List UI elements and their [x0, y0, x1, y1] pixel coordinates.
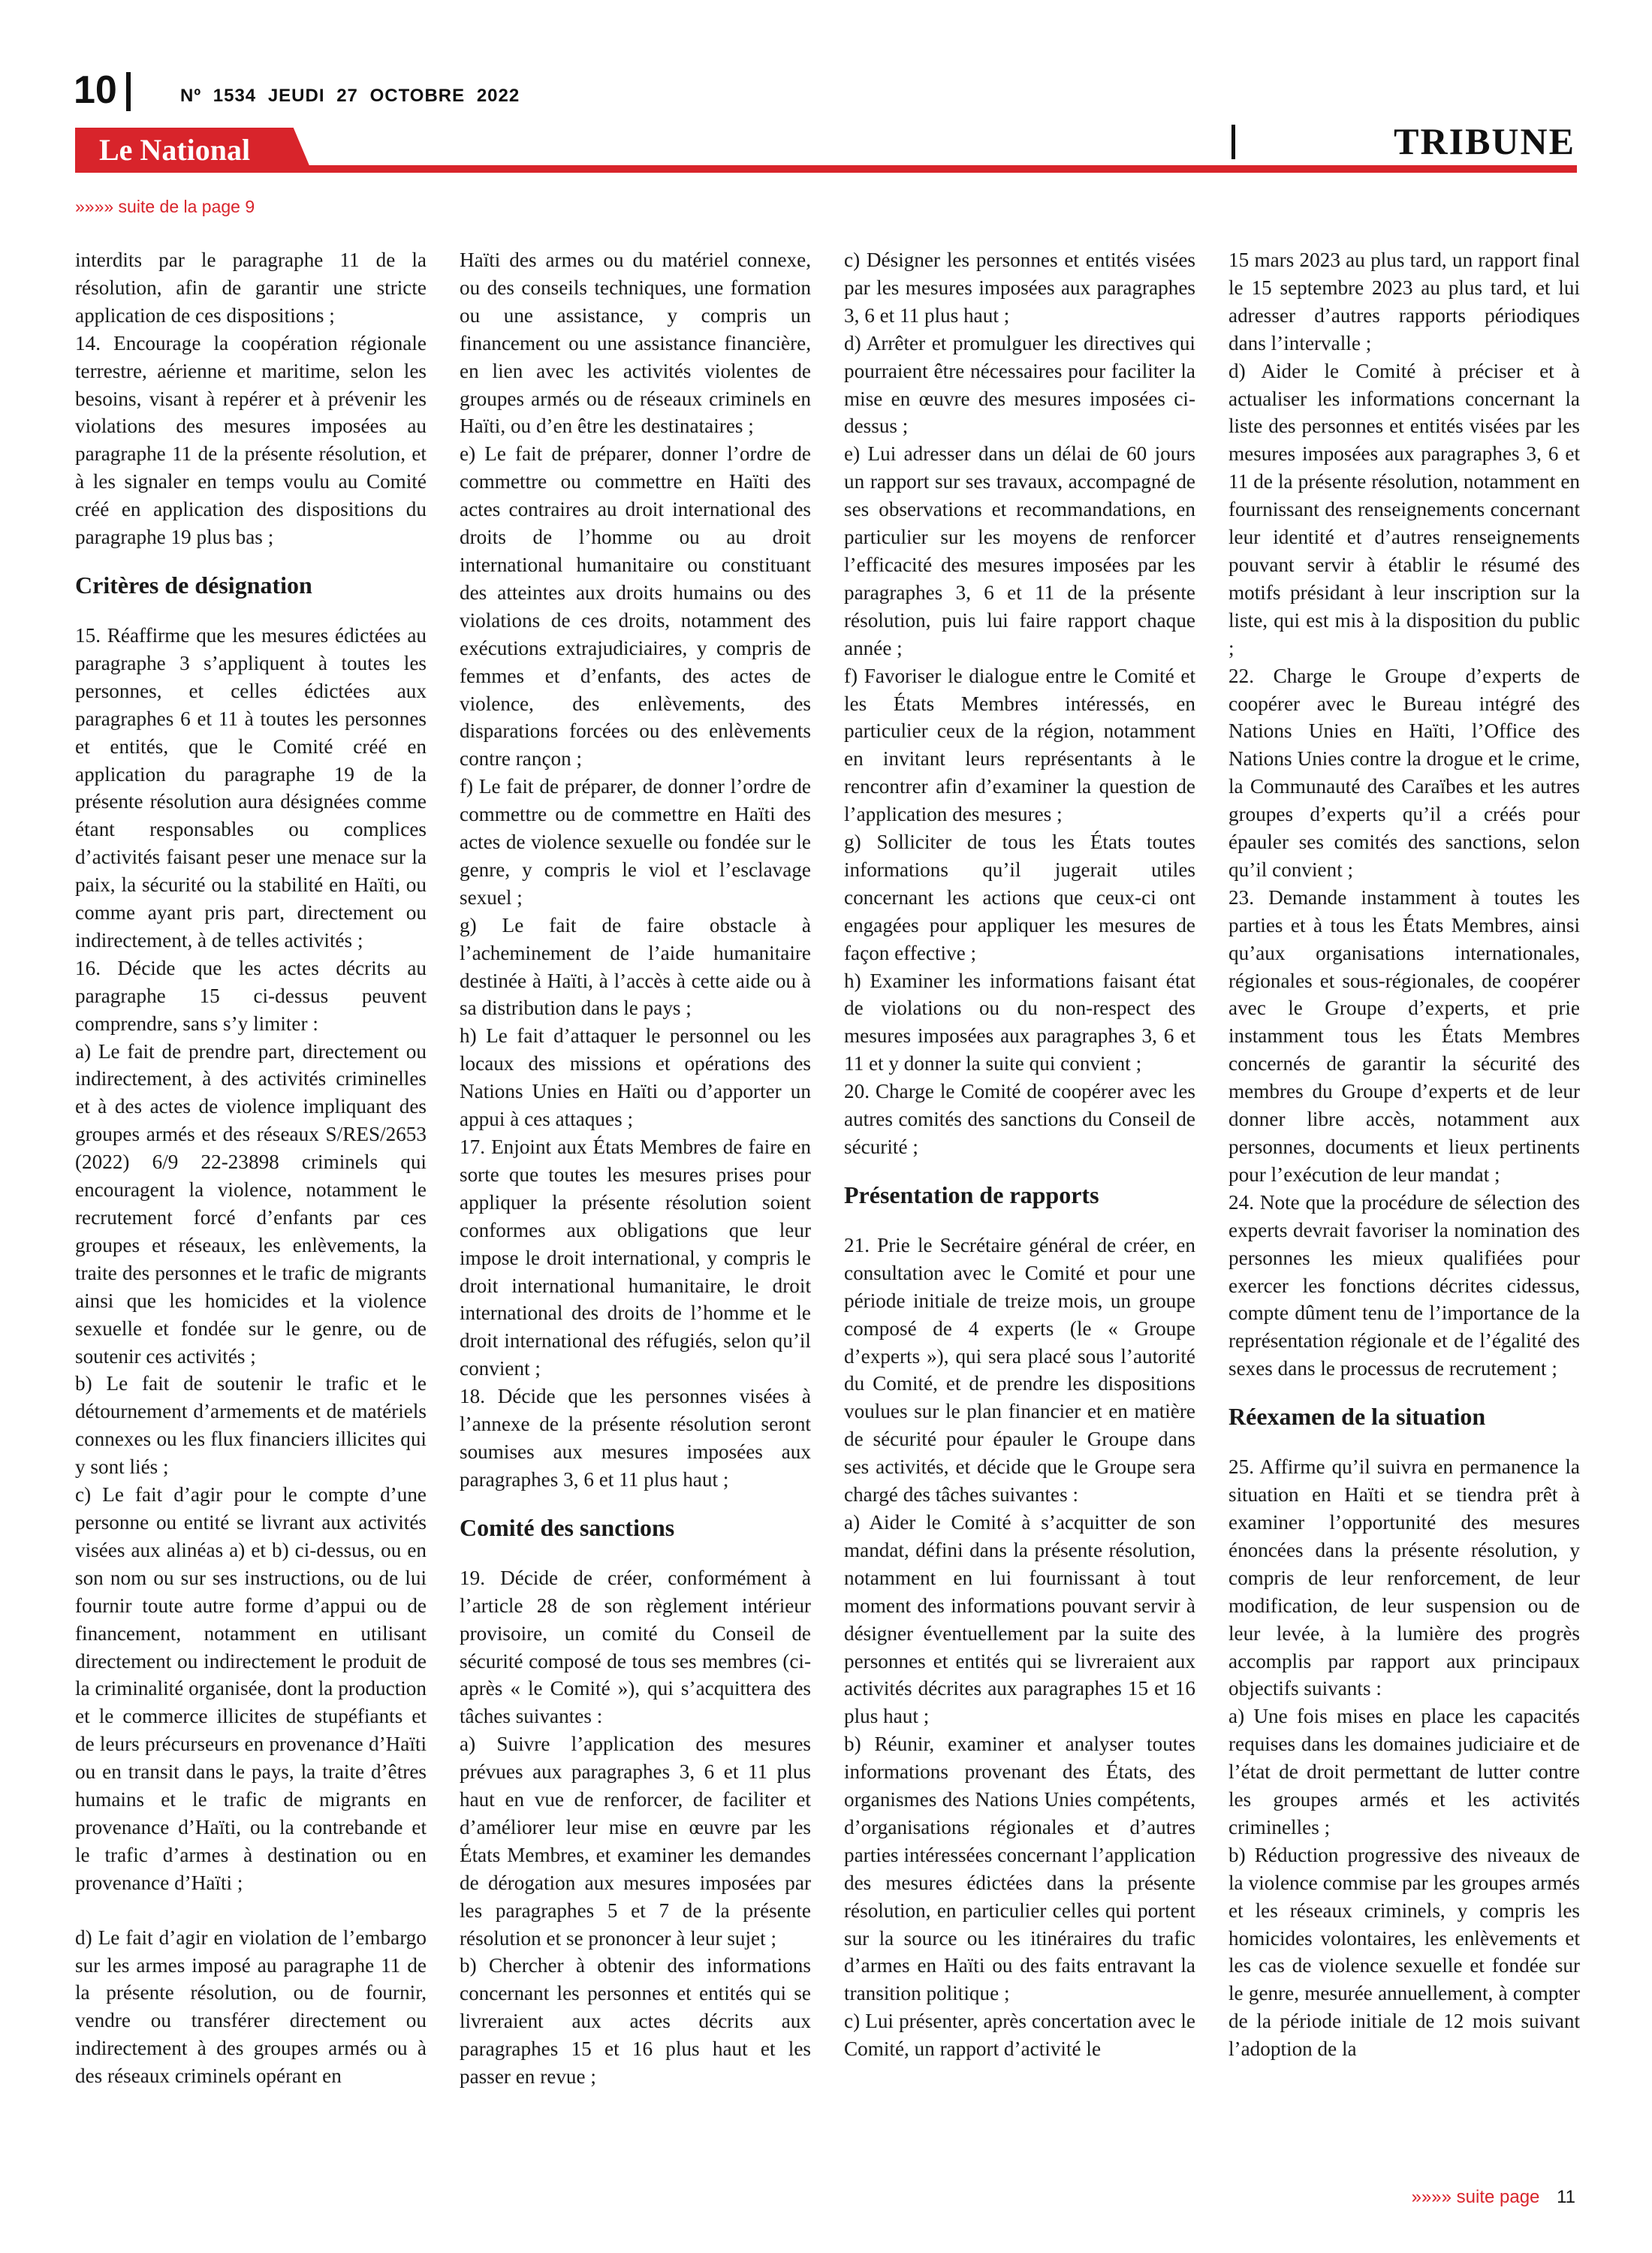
article-paragraph: d) Arrêter et promulguer les directives qui pourraient être nécessaires pour faciliter la mise en œuvre des mesures imposées ci-dessus ; — [844, 331, 1195, 438]
article-paragraph: g) Le fait de faire obstacle à l’acheminement de l’aide humanitaire destinée à Haïti, à l’accès à cette aide ou à sa distribution dans le pays ; — [460, 913, 811, 1020]
issue-month: OCTOBRE — [369, 86, 466, 106]
article-paragraph: interdits par le paragraphe 11 de la résolution, afin de garantir une stricte application de ces dispositions ; — [75, 249, 427, 327]
article-paragraph: 23. Demande instamment à toutes les parties et à tous les États Membres, ainsi qu’aux organisations internationales, régionales et sous-régionales, de coopérer avec le Groupe d’experts, et prie instamment tous les États Membres concernés de garantir la sécurité des membres du Groupe d’experts et de leur donner libre accès, notamment aux personnes, documents et lieux pertinents pour l’exécution de leur mandat ; — [1228, 885, 1580, 1186]
issue-day: 27 — [336, 86, 358, 106]
continued-on-label: »»»» suite page — [1411, 2187, 1540, 2207]
continued-from — [75, 197, 255, 217]
article-paragraph: 24. Note que la procédure de sélection des experts devrait favoriser la nomination des personnes les mieux qualifiées pour exercer les fonctions décrites cidessus, compte dûment tenu de l’importance de la représentation régionale et de l’égalité des sexes dans le processus de recrutement ; — [1228, 1190, 1580, 1380]
article-paragraph: b) Réunir, examiner et analyser toutes informations provenant des États, des organismes des Nations Unies compétents, d’organisations régionales et d’autres parties intéressées concernant l’application des mesures édictées dans la présente résolution, en particulier celles qui portent sur la source ou les itinéraires du trafic d’armes en Haïti ou des faits entravant la transition politique ; — [844, 1733, 1195, 2005]
section-heading: Réexamen de la situation — [1228, 1403, 1486, 1431]
continued-on-page: 11 — [1557, 2187, 1575, 2207]
continued-label: »»»» suite de la page — [75, 197, 240, 216]
article-paragraph: 21. Prie le Secrétaire général de créer, en consultation avec le Comité et pour une période initiale de treize mois, un groupe composé de 4 experts (le « Groupe d’experts »), qui sera placé sous l’autorité du Comité, et de prendre les dispositions voulues sur le plan financier et en matière de sécurité pour épauler le Groupe dans ses activités, et décide que le Groupe sera chargé des tâches suivantes : — [844, 1233, 1195, 1507]
article-paragraph: a) Suivre l’application des mesures prévues aux paragraphes 3, 6 et 11 plus haut en vue de renforcer, de faciliter et d’améliorer leur mise en œuvre par les États Membres, et examiner les demandes de dérogation aux mesures imposées par les paragraphes 5 et 7 de la présente résolution et se prononcer à leur sujet ; — [460, 1733, 811, 1950]
section-heading: Présentation de rapports — [844, 1181, 1099, 1208]
article-paragraph: e) Lui adresser dans un délai de 60 jours un rapport sur ses travaux, accompagné de ses observations et recommandations, en particulier sur les moyens de renforcer l’efficacité des mesures imposées par les paragraphes 3, 6 et 11 de la présente résolution, puis lui faire rapport chaque année ; — [844, 442, 1195, 659]
brand-logo: Le National — [99, 133, 251, 167]
article-body — [75, 246, 1580, 2169]
section-heading: Critères de désignation — [75, 571, 312, 599]
issue-weekday: JEUDI — [267, 86, 325, 106]
issue-year: 2022 — [476, 86, 520, 106]
article-paragraph: a) Le fait de prendre part, directement ou indirectement, à des activités criminelles et à des actes de violence impliquant des groupes armés et des réseaux S/RES/2653 (2022) 6/9 22-23898 criminels qui encouragent la violence, notamment le recrutement forcé d’enfants par ces groupes et réseaux, les enlèvements, la traite des personnes et le trafic de migrants ainsi que les homicides et la violence sexuelle et fondée sur le genre, ou de soutenir ces activités ; — [75, 1039, 427, 1368]
article-paragraph: 16. Décide que les actes décrits au paragraphe 15 ci-dessus peuvent comprendre, sans s’y limiter : — [75, 956, 427, 1035]
article-paragraph: b) Le fait de soutenir le trafic et le détournement d’armements et de matériels connexes ou les flux financiers illicites qui y sont liés ; — [75, 1372, 427, 1479]
article-paragraph: 19. Décide de créer, conformément à l’article 28 de son règlement intérieur provisoire, un comité du Conseil de sécurité composé de tous ses membres (ci-après « le Comité »), qui s’acquittera des tâches suivantes : — [460, 1566, 811, 1728]
article-paragraph: b) Chercher à obtenir des informations concernant les personnes et entités qui se livreraient aux actes décrits aux paragraphes 15 et 16 plus haut et les passer en revue ; — [460, 1954, 811, 2089]
article-column-3 — [844, 246, 1195, 2169]
article-paragraph: a) Aider le Comité à s’acquitter de son mandat, défini dans la présente résolution, notamment en lui fournissant à tout moment des informations pouvant servir à désigner éventuellement par la suite des personnes et entités qui se livreraient aux activités décrites aux paragraphes 15 et 16 plus haut ; — [844, 1510, 1195, 1728]
article-paragraph: 22. Charge le Groupe d’experts de coopérer avec le Bureau intégré des Nations Unies en Haïti, l’Office des Nations Unies contre la drogue et le crime, la Communauté des Caraïbes et les autres groupes d’experts qu’il a créés pour épauler ses comités des sanctions, selon qu’il convient ; — [1228, 664, 1580, 881]
article-paragraph: g) Solliciter de tous les États toutes informations qu’il jugerait utiles concernant les actions que ceux-ci ont engagées pour appliquer les mesures de façon effective ; — [844, 831, 1195, 964]
issue-info — [180, 86, 520, 107]
article-column-1 — [75, 246, 427, 2169]
article-paragraph: 18. Décide que les personnes visées à l’annexe de la présente résolution seront soumises aux mesures imposées aux paragraphes 3, 6 et 11 plus haut ; — [460, 1385, 811, 1491]
article-paragraph: 14. Encourage la coopération régionale terrestre, aérienne et maritime, selon les besoins, visant à repérer et à prévenir les violations des mesures imposées au paragraphe 11 de la présente résolution, et à les signaler en temps voulu au Comité créé en application des dispositions du paragraphe 19 plus bas ; — [75, 331, 427, 549]
article-paragraph: 25. Affirme qu’il suivra en permanence la situation en Haïti et se tiendra prêt à examiner l’opportunité des mesures énoncées dans la présente résolution, y compris de leur renforcement, de leur modification, de leur suspension ou de leur levée, à la lumière des progrès accomplis par rapport aux principaux objectifs suivants : — [1228, 1455, 1580, 1700]
article-paragraph: f) Le fait de préparer, de donner l’ordre de commettre ou de commettre en Haïti des actes de violence sexuelle ou fondée sur le genre, y compris le viol et l’esclavage sexuel ; — [460, 775, 811, 909]
section-divider — [1231, 125, 1235, 159]
issue-number: Nº 1534 — [180, 86, 257, 106]
continued-page: 9 — [245, 197, 255, 216]
article-paragraph: d) Le fait d’agir en violation de l’embargo sur les armes imposé au paragraphe 11 de la présente résolution, ou de fournir, vendre ou transférer directement ou indirectement à des groupes armés ou à des réseaux criminels opérant en — [75, 1926, 427, 2088]
article-paragraph: h) Le fait d’attaquer le personnel ou les locaux des missions et opérations des Nations Unies en Haïti ou d’apporter un appui à ces attaques ; — [460, 1024, 811, 1131]
continued-on — [1412, 2187, 1575, 2208]
article-paragraph: 15 mars 2023 au plus tard, un rapport final le 15 septembre 2023 au plus tard, et lui adresser d’autres rapports périodiques dans l’intervalle ; — [1228, 249, 1580, 354]
page-number-divider — [126, 72, 131, 111]
article-paragraph: Haïti des armes ou du matériel connexe, ou des conseils techniques, une formation ou une assistance, y compris un financement ou une assistance financière, en lien avec les activités violentes de groupes armés ou de réseaux criminels en Haïti, ou d’en être les destinataires ; — [460, 249, 811, 438]
article-paragraph: e) Le fait de préparer, donner l’ordre de commettre ou commettre en Haïti des actes contraires au droit international des droits de l’homme ou au droit international humanitaire ou constituant des atteintes aux droits humains ou des violations de ces droits, notamment des exécutions extrajudiciaires, y compris de femmes et d’enfants, des actes de violence, des enlèvements, des disparations forcées ou des enlèvements contre rançon ; — [460, 442, 811, 771]
article-paragraph: 15. Réaffirme que les mesures édictées au paragraphe 3 s’appliquent à toutes les personnes, et celles édictées aux paragraphes 6 et 11 à toutes les personnes et entités, que le Comité créé en application du paragraphe 19 de la présente résolution aura désignées comme étant responsables ou complices d’activités faisant peser une menace sur la paix, la sécurité ou la stabilité en Haïti, ou comme ayant pris part, directement ou indirectement, à de telles activités ; — [75, 623, 427, 952]
article-paragraph: d) Aider le Comité à préciser et à actualiser les informations concernant la liste des personnes et entités visées par les mesures imposées aux paragraphes 3, 6 et 11 de la présente résolution, notamment en fournissant des renseignements concernant leur identité et d’autres renseignements pouvant servir à établir le résumé des motifs présidant à leur inscription sur la liste, qui est mis à la disposition du public ; — [1228, 359, 1580, 659]
article-paragraph: b) Réduction progressive des niveaux de la violence commise par les groupes armés et les réseaux criminels, y compris les homicides volontaires, les enlèvements et les cas de violence sexuelle et fondée sur le genre, mesurée annuellement, à compter de la période initiale de 12 mois suivant l’adoption de la — [1228, 1843, 1580, 2061]
article-paragraph: c) Le fait d’agir pour le compte d’une personne ou entité se livrant aux activités visées aux alinéas a) et b) ci-dessus, ou en son nom ou sur ses instructions, ou de lui fournir toute autre forme d’appui ou de financement, notamment en utilisant directement ou indirectement le produit de la criminalité organisée, dont la production et le commerce illicites de stupéfiants et de leurs précurseurs en provenance d’Haïti ou en transit dans le pays, la traite d’êtres humains et le trafic de migrants en provenance d’Haïti, ou la contrebande et le trafic d’armes à destination ou en provenance d’Haïti ; — [75, 1483, 427, 1894]
article-column-4 — [1228, 246, 1580, 2169]
section-heading: Comité des sanctions — [460, 1513, 675, 1541]
article-column-2 — [460, 246, 811, 2169]
article-paragraph: f) Favoriser le dialogue entre le Comité et les États Membres intéressés, en particulier ceux de la région, notamment en invitant leurs représentants à le rencontrer afin d’examiner la question de l’application des mesures ; — [844, 664, 1195, 826]
article-paragraph: 20. Charge le Comité de coopérer avec les autres comités des sanctions du Conseil de sécurité ; — [844, 1080, 1195, 1158]
article-paragraph: h) Examiner les informations faisant état de violations ou du non-respect des mesures imposées aux paragraphes 3, 6 et 11 et y donner la suite qui convient ; — [844, 969, 1195, 1075]
article-paragraph: c) Désigner les personnes et entités visées par les mesures imposées aux paragraphes 3, 6 et 11 plus haut ; — [844, 249, 1195, 327]
article-paragraph: a) Une fois mises en place les capacités requises dans les domaines judiciaire et de l’état de droit permettant de lutter contre les groupes armés et les activités criminelles ; — [1228, 1705, 1580, 1838]
article-paragraph: c) Lui présenter, après concertation avec le Comité, un rapport d’activité le — [844, 2010, 1195, 2061]
page-number: 10 — [74, 68, 117, 112]
article-paragraph: 17. Enjoint aux États Membres de faire en sorte que toutes les mesures prises pour appliquer la présente résolution soient conformes aux obligations que leur impose le droit international, y compris le droit international humanitaire, le droit international des droits de l’homme et le droit international des réfugiés, selon qu’il convient ; — [460, 1136, 811, 1380]
section-title: TRIBUNE — [1394, 120, 1575, 162]
